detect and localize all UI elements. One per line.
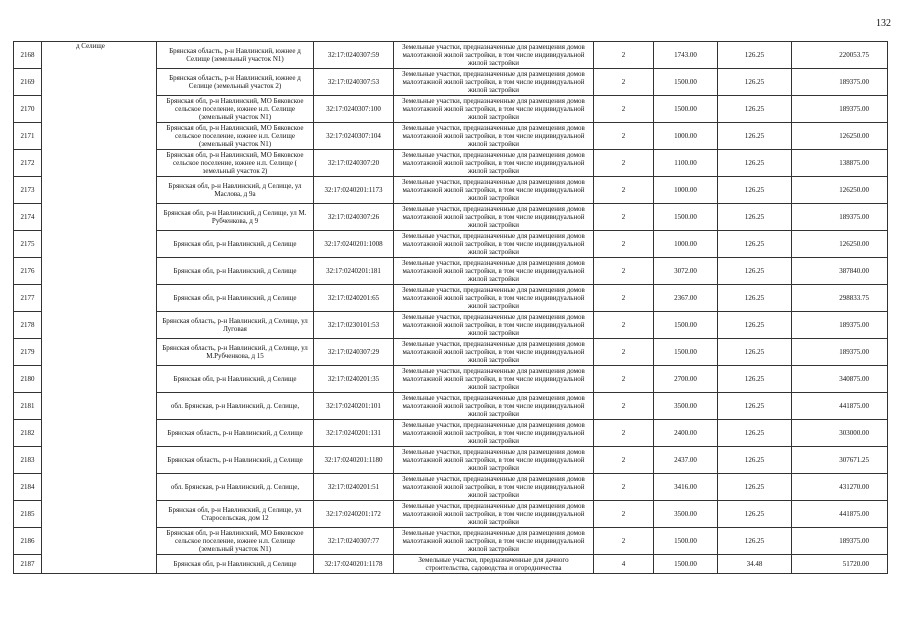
- row-number-cell: 2186: [14, 528, 42, 555]
- group-cell: 2: [594, 42, 654, 69]
- area-cell: 1500.00: [654, 312, 718, 339]
- cadastral-value-cell: 441875.00: [792, 501, 888, 528]
- area-cell: 1500.00: [654, 339, 718, 366]
- land-use-cell: Земельные участки, предназначенные для размещения домов малоэтажной жилой застройки, в том числе индивидуальной жилой застройки: [394, 393, 594, 420]
- row-number-cell: 2179: [14, 339, 42, 366]
- group-cell: 2: [594, 123, 654, 150]
- group-cell: 2: [594, 312, 654, 339]
- row-number-cell: 2177: [14, 285, 42, 312]
- rate-cell: 126.25: [718, 123, 792, 150]
- row-number-cell: 2185: [14, 501, 42, 528]
- row-number-cell: 2172: [14, 150, 42, 177]
- rate-cell: 126.25: [718, 258, 792, 285]
- cadastral-value-cell: 298833.75: [792, 285, 888, 312]
- area-cell: 1500.00: [654, 528, 718, 555]
- row-number-cell: 2169: [14, 69, 42, 96]
- cadastral-value-cell: 431270.00: [792, 474, 888, 501]
- address-cell: Брянская обл, р-н Навлинский, д Селище, ул Маслова, д 9а: [157, 177, 314, 204]
- cadastral-number-cell: 32:17:0240201:131: [314, 420, 394, 447]
- land-use-cell: Земельные участки, предназначенные для размещения домов малоэтажной жилой застройки, в том числе индивидуальной жилой застройки: [394, 42, 594, 69]
- cadastral-value-cell: 387840.00: [792, 258, 888, 285]
- land-use-cell: Земельные участки, предназначенные для размещения домов малоэтажной жилой застройки, в том числе индивидуальной жилой застройки: [394, 339, 594, 366]
- group-cell: 2: [594, 285, 654, 312]
- cadastral-number-cell: 32:17:0230101:53: [314, 312, 394, 339]
- row-number-cell: 2182: [14, 420, 42, 447]
- area-cell: 1500.00: [654, 96, 718, 123]
- group-cell: 2: [594, 339, 654, 366]
- land-use-cell: Земельные участки, предназначенные для размещения домов малоэтажной жилой застройки, в том числе индивидуальной жилой застройки: [394, 177, 594, 204]
- rate-cell: 126.25: [718, 69, 792, 96]
- cadastral-number-cell: 32:17:0240307:100: [314, 96, 394, 123]
- cadastral-value-cell: 189375.00: [792, 69, 888, 96]
- rate-cell: 126.25: [718, 42, 792, 69]
- cadastral-value-cell: 189375.00: [792, 96, 888, 123]
- cadastral-number-cell: 32:17:0240307:77: [314, 528, 394, 555]
- table-body: [14, 42, 888, 574]
- address-cell: Брянская обл, р-н Навлинский, д Селище: [157, 555, 314, 574]
- land-use-cell: Земельные участки, предназначенные для размещения домов малоэтажной жилой застройки, в том числе индивидуальной жилой застройки: [394, 123, 594, 150]
- rate-cell: 126.25: [718, 339, 792, 366]
- rate-cell: 126.25: [718, 393, 792, 420]
- area-cell: 3500.00: [654, 393, 718, 420]
- area-cell: 1500.00: [654, 69, 718, 96]
- land-use-cell: Земельные участки, предназначенные для размещения домов малоэтажной жилой застройки, в том числе индивидуальной жилой застройки: [394, 501, 594, 528]
- land-use-cell: Земельные участки, предназначенные для размещения домов малоэтажной жилой застройки, в том числе индивидуальной жилой застройки: [394, 258, 594, 285]
- land-use-cell: Земельные участки, предназначенные для размещения домов малоэтажной жилой застройки, в том числе индивидуальной жилой застройки: [394, 96, 594, 123]
- address-cell: Брянская область, р-н Навлинский, д Селище, ул М.Рубченкова, д 15: [157, 339, 314, 366]
- locality-cell: д Селище: [42, 42, 157, 574]
- area-cell: 2437.00: [654, 447, 718, 474]
- address-cell: обл. Брянская, р-н Навлинский, д. Селище,: [157, 474, 314, 501]
- rate-cell: 126.25: [718, 474, 792, 501]
- address-cell: Брянская область, р-н Навлинский, д Селище: [157, 447, 314, 474]
- row-number-cell: 2181: [14, 393, 42, 420]
- cadastral-number-cell: 32:17:0240307:29: [314, 339, 394, 366]
- group-cell: 2: [594, 366, 654, 393]
- address-cell: Брянская обл, р-н Навлинский, д Селище: [157, 258, 314, 285]
- group-cell: 2: [594, 69, 654, 96]
- row-number-cell: 2178: [14, 312, 42, 339]
- rate-cell: 126.25: [718, 366, 792, 393]
- cadastral-value-cell: 303000.00: [792, 420, 888, 447]
- rate-cell: 126.25: [718, 528, 792, 555]
- cadastral-number-cell: 32:17:0240201:51: [314, 474, 394, 501]
- area-cell: 3416.00: [654, 474, 718, 501]
- table-row: [14, 42, 888, 69]
- address-cell: Брянская обл, р-н Навлинский, МО Бяковское сельское поселение, южнее н.п. Селище (земельный участок N1): [157, 96, 314, 123]
- cadastral-value-cell: 189375.00: [792, 204, 888, 231]
- cadastral-value-cell: 307671.25: [792, 447, 888, 474]
- group-cell: 2: [594, 447, 654, 474]
- row-number-cell: 2176: [14, 258, 42, 285]
- land-use-cell: Земельные участки, предназначенные для размещения домов малоэтажной жилой застройки, в том числе индивидуальной жилой застройки: [394, 474, 594, 501]
- address-cell: Брянская область, р-н Навлинский, южнее д Селище (земельный участок 2): [157, 69, 314, 96]
- land-use-cell: Земельные участки, предназначенные для размещения домов малоэтажной жилой застройки, в том числе индивидуальной жилой застройки: [394, 231, 594, 258]
- land-use-cell: Земельные участки, предназначенные для размещения домов малоэтажной жилой застройки, в том числе индивидуальной жилой застройки: [394, 69, 594, 96]
- row-number-cell: 2183: [14, 447, 42, 474]
- cadastral-number-cell: 32:17:0240201:172: [314, 501, 394, 528]
- row-number-cell: 2184: [14, 474, 42, 501]
- land-use-cell: Земельные участки, предназначенные для размещения домов малоэтажной жилой застройки, в том числе индивидуальной жилой застройки: [394, 528, 594, 555]
- cadastral-number-cell: 32:17:0240201:65: [314, 285, 394, 312]
- cadastral-value-cell: 126250.00: [792, 123, 888, 150]
- row-number-cell: 2187: [14, 555, 42, 574]
- cadastral-value-cell: 340875.00: [792, 366, 888, 393]
- land-use-cell: Земельные участки, предназначенные для размещения домов малоэтажной жилой застройки, в том числе индивидуальной жилой застройки: [394, 285, 594, 312]
- address-cell: Брянская обл, р-н Навлинский, д Селище: [157, 366, 314, 393]
- cadastral-number-cell: 32:17:0240307:26: [314, 204, 394, 231]
- address-cell: Брянская обл, р-н Навлинский, МО Бяковское сельское поселение, южнее н.п. Селище (земельный участок N1): [157, 528, 314, 555]
- area-cell: 1000.00: [654, 177, 718, 204]
- group-cell: 2: [594, 258, 654, 285]
- cadastral-value-cell: 441875.00: [792, 393, 888, 420]
- rate-cell: 126.25: [718, 447, 792, 474]
- address-cell: Брянская область, р-н Навлинский, д Селище: [157, 420, 314, 447]
- group-cell: 4: [594, 555, 654, 574]
- group-cell: 2: [594, 528, 654, 555]
- area-cell: 1500.00: [654, 555, 718, 574]
- group-cell: 2: [594, 177, 654, 204]
- cadastral-number-cell: 32:17:0240307:59: [314, 42, 394, 69]
- cadastral-value-cell: 189375.00: [792, 528, 888, 555]
- group-cell: 2: [594, 96, 654, 123]
- cadastral-value-cell: 138875.00: [792, 150, 888, 177]
- rate-cell: 126.25: [718, 177, 792, 204]
- area-cell: 2367.00: [654, 285, 718, 312]
- land-use-cell: Земельные участки, предназначенные для размещения домов малоэтажной жилой застройки, в том числе индивидуальной жилой застройки: [394, 366, 594, 393]
- cadastral-value-cell: 189375.00: [792, 312, 888, 339]
- address-cell: Брянская обл, р-н Навлинский, д Селище: [157, 285, 314, 312]
- group-cell: 2: [594, 420, 654, 447]
- cadastral-number-cell: 32:17:0240307:20: [314, 150, 394, 177]
- cadastral-value-cell: 126250.00: [792, 177, 888, 204]
- row-number-cell: 2171: [14, 123, 42, 150]
- rate-cell: 126.25: [718, 312, 792, 339]
- land-use-cell: Земельные участки, предназначенные для размещения домов малоэтажной жилой застройки, в том числе индивидуальной жилой застройки: [394, 312, 594, 339]
- row-number-cell: 2180: [14, 366, 42, 393]
- land-use-cell: Земельные участки, предназначенные для размещения домов малоэтажной жилой застройки, в том числе индивидуальной жилой застройки: [394, 447, 594, 474]
- row-number-cell: 2173: [14, 177, 42, 204]
- area-cell: 1743.00: [654, 42, 718, 69]
- rate-cell: 126.25: [718, 204, 792, 231]
- group-cell: 2: [594, 501, 654, 528]
- row-number-cell: 2168: [14, 42, 42, 69]
- rate-cell: 126.25: [718, 285, 792, 312]
- area-cell: 2400.00: [654, 420, 718, 447]
- rate-cell: 126.25: [718, 96, 792, 123]
- cadastral-value-table: [13, 41, 888, 574]
- rate-cell: 126.25: [718, 150, 792, 177]
- cadastral-number-cell: 32:17:0240201:101: [314, 393, 394, 420]
- group-cell: 2: [594, 204, 654, 231]
- area-cell: 1000.00: [654, 231, 718, 258]
- land-use-cell: Земельные участки, предназначенные для размещения домов малоэтажной жилой застройки, в том числе индивидуальной жилой застройки: [394, 150, 594, 177]
- address-cell: Брянская обл, р-н Навлинский, д Селище: [157, 231, 314, 258]
- cadastral-number-cell: 32:17:0240201:1008: [314, 231, 394, 258]
- group-cell: 2: [594, 393, 654, 420]
- address-cell: Брянская область, р-н Навлинский, южнее д Селище (земельный участок N1): [157, 42, 314, 69]
- cadastral-value-cell: 51720.00: [792, 555, 888, 574]
- area-cell: 1500.00: [654, 204, 718, 231]
- land-use-cell: Земельные участки, предназначенные для дачного строительства, садоводства и огородничества: [394, 555, 594, 574]
- cadastral-number-cell: 32:17:0240201:181: [314, 258, 394, 285]
- rate-cell: 126.25: [718, 420, 792, 447]
- cadastral-value-cell: 126250.00: [792, 231, 888, 258]
- address-cell: Брянская обл, р-н Навлинский, МО Бяковское сельское поселение, южнее н.п. Селище (земельный участок N1): [157, 123, 314, 150]
- cadastral-number-cell: 32:17:0240201:1173: [314, 177, 394, 204]
- area-cell: 3500.00: [654, 501, 718, 528]
- cadastral-value-cell: 220053.75: [792, 42, 888, 69]
- row-number-cell: 2170: [14, 96, 42, 123]
- address-cell: Брянская область, р-н Навлинский, д Селище, ул Луговая: [157, 312, 314, 339]
- area-cell: 2700.00: [654, 366, 718, 393]
- cadastral-value-cell: 189375.00: [792, 339, 888, 366]
- cadastral-number-cell: 32:17:0240201:1178: [314, 555, 394, 574]
- rate-cell: 126.25: [718, 231, 792, 258]
- land-use-cell: Земельные участки, предназначенные для размещения домов малоэтажной жилой застройки, в том числе индивидуальной жилой застройки: [394, 420, 594, 447]
- rate-cell: 126.25: [718, 501, 792, 528]
- cadastral-number-cell: 32:17:0240307:53: [314, 69, 394, 96]
- cadastral-number-cell: 32:17:0240201:1180: [314, 447, 394, 474]
- address-cell: Брянская обл, р-н Навлинский, МО Бяковское сельское поселение, южнее н.п. Селище ( земельный участок 2): [157, 150, 314, 177]
- cadastral-number-cell: 32:17:0240307:104: [314, 123, 394, 150]
- address-cell: обл. Брянская, р-н Навлинский, д. Селище,: [157, 393, 314, 420]
- area-cell: 3072.00: [654, 258, 718, 285]
- row-number-cell: 2174: [14, 204, 42, 231]
- group-cell: 2: [594, 231, 654, 258]
- land-use-cell: Земельные участки, предназначенные для размещения домов малоэтажной жилой застройки, в том числе индивидуальной жилой застройки: [394, 204, 594, 231]
- cadastral-number-cell: 32:17:0240201:35: [314, 366, 394, 393]
- address-cell: Брянская обл, р-н Навлинский, д Селище, ул М. Рубченкова, д 9: [157, 204, 314, 231]
- group-cell: 2: [594, 474, 654, 501]
- address-cell: Брянская обл, р-н Навлинский, д Селище, ул Старосельская, дом 12: [157, 501, 314, 528]
- area-cell: 1000.00: [654, 123, 718, 150]
- row-number-cell: 2175: [14, 231, 42, 258]
- area-cell: 1100.00: [654, 150, 718, 177]
- rate-cell: 34.48: [718, 555, 792, 574]
- page-number: 132: [876, 18, 891, 29]
- group-cell: 2: [594, 150, 654, 177]
